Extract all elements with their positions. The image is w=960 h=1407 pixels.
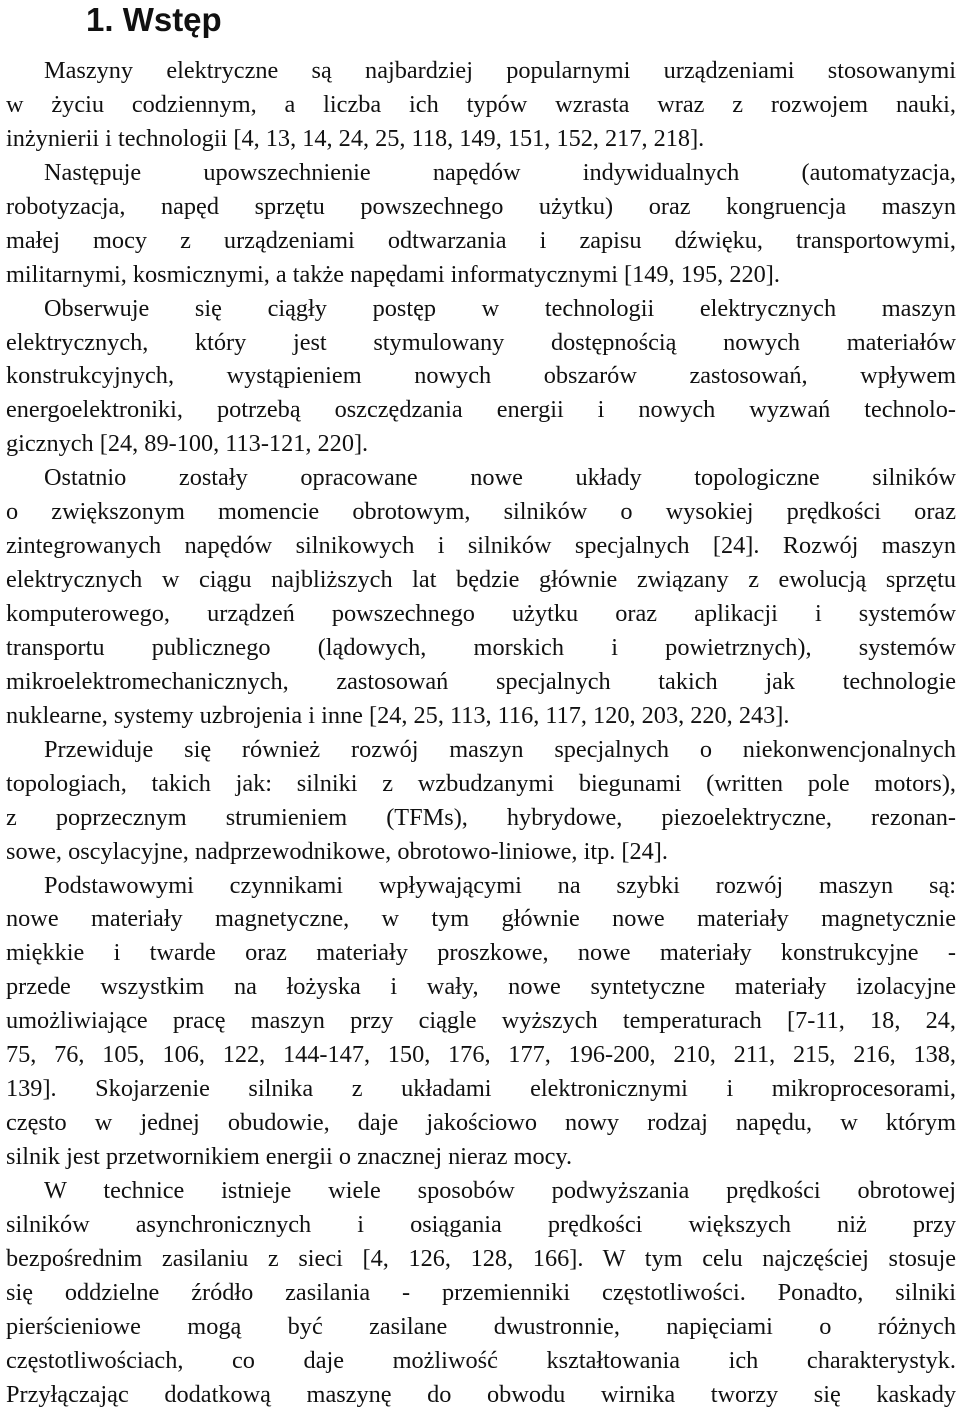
text-line: Przyłączając dodatkową maszynę do obwodu wirnika tworzy się kaskady <box>6 1380 956 1407</box>
text-line: umożliwiające pracę maszyn przy ciągle wyższych temperaturach [7-11, 18, 24, <box>6 1007 956 1035</box>
text-line: gicznych [24, 89-100, 113-121, 220]. <box>6 430 369 458</box>
text-line: Ostatnio zostały opracowane nowe układy topologiczne silników <box>44 464 956 492</box>
text-line: z poprzecznym strumieniem (TFMs), hybrydowe, piezoelektryczne, rezonan- <box>6 803 956 831</box>
text-line: często w jednej obudowie, daje jakościowo nowy rodzaj napędu, w którym <box>6 1109 956 1137</box>
text-line: elektrycznych, który jest stymulowany dostępnością nowych materiałów <box>6 328 956 356</box>
text-line: nowe materiały magnetyczne, w tym głównie nowe materiały magnetycznie <box>6 905 956 933</box>
text-line: przede wszystkim na łożyska i wały, nowe syntetyczne materiały izolacyjne <box>6 973 956 1001</box>
text-line: o zwiększonym momencie obrotowym, silników o wysokiej prędkości oraz <box>6 498 956 526</box>
text-line: robotyzacja, napęd sprzętu powszechnego użytku) oraz kongruencja maszyn <box>6 192 956 220</box>
text-line: mikroelektromechanicznych, zastosowań specjalnych takich jak technologie <box>6 667 956 695</box>
body-text <box>6 54 956 1407</box>
text-line: energoelektroniki, potrzebą oszczędzania energii i nowych wyzwań technolo- <box>6 396 956 424</box>
text-line: zintegrowanych napędów silnikowych i silników specjalnych [24]. Rozwój maszyn <box>6 532 956 560</box>
text-line: topologiach, takich jak: silniki z wzbudzanymi biegunami (written pole motors), <box>6 769 956 797</box>
text-line: Następuje upowszechnienie napędów indywidualnych (automatyzacja, <box>44 158 956 186</box>
text-line: konstrukcyjnych, wystąpieniem nowych obszarów zastosowań, wpływem <box>6 362 956 390</box>
text-line: inżynierii i technologii [4, 13, 14, 24, 25, 118, 149, 151, 152, 217, 218]. <box>6 124 705 152</box>
text-line: nuklearne, systemy uzbrojenia i inne [24, 25, 113, 116, 117, 120, 203, 220, 243]. <box>6 701 790 729</box>
text-line: bezpośrednim zasilaniu z sieci [4, 126, 128, 166]. W tym celu najczęściej stosuje <box>6 1244 956 1272</box>
text-line: małej mocy z urządzeniami odtwarzania i zapisu dźwięku, transportowymi, <box>6 226 956 254</box>
text-line: W technice istnieje wiele sposobów podwyższania prędkości obrotowej <box>44 1176 956 1204</box>
text-line: sowe, oscylacyjne, nadprzewodnikowe, obrotowo-liniowe, itp. [24]. <box>6 837 668 865</box>
text-line: komputerowego, urządzeń powszechnego użytku oraz aplikacji i systemów <box>6 600 956 627</box>
text-line: Przewiduje się również rozwój maszyn specjalnych o niekonwencjonalnych <box>44 735 956 763</box>
text-line: 139]. Skojarzenie silnika z układami elektronicznymi i mikroprocesorami, <box>6 1075 956 1103</box>
text-line: silnik jest przetwornikiem energii o znacznej nieraz mocy. <box>6 1143 573 1170</box>
text-line: miękkie i twarde oraz materiały proszkowe, nowe materiały konstrukcyjne - <box>6 939 956 967</box>
section-heading: 1. Wstęp <box>86 1 222 38</box>
text-line: silników asynchronicznych i osiągania prędkości większych niż przy <box>6 1210 956 1238</box>
text-line: 75, 76, 105, 106, 122, 144-147, 150, 176, 177, 196-200, 210, 211, 215, 216, 138, <box>6 1041 956 1069</box>
text-line: się oddzielne źródło zasilania - przemienniki częstotliwości. Ponadto, silniki <box>6 1278 956 1306</box>
text-line: Maszyny elektryczne są najbardziej popularnymi urządzeniami stosowanymi <box>44 57 956 84</box>
text-line: transportu publicznego (lądowych, morskich i powietrznych), systemów <box>6 633 956 661</box>
text-line: częstotliwościach, co daje możliwość kształtowania ich charakterystyk. <box>6 1346 956 1374</box>
text-line: Podstawowymi czynnikami wpływającymi na szybki rozwój maszyn są: <box>44 871 956 899</box>
text-line: w życiu codziennym, a liczba ich typów wzrasta wraz z rozwojem nauki, <box>6 90 956 118</box>
text-line: Obserwuje się ciągły postęp w technologii elektrycznych maszyn <box>44 294 956 322</box>
text-line: pierścieniowe mogą być zasilane dwustronnie, napięciami o różnych <box>6 1312 956 1340</box>
text-line: elektrycznych w ciągu najbliższych lat będzie głównie związany z ewolucją sprzętu <box>6 566 956 594</box>
text-line: militarnymi, kosmicznymi, a także napędami informatycznymi [149, 195, 220]. <box>6 260 780 288</box>
